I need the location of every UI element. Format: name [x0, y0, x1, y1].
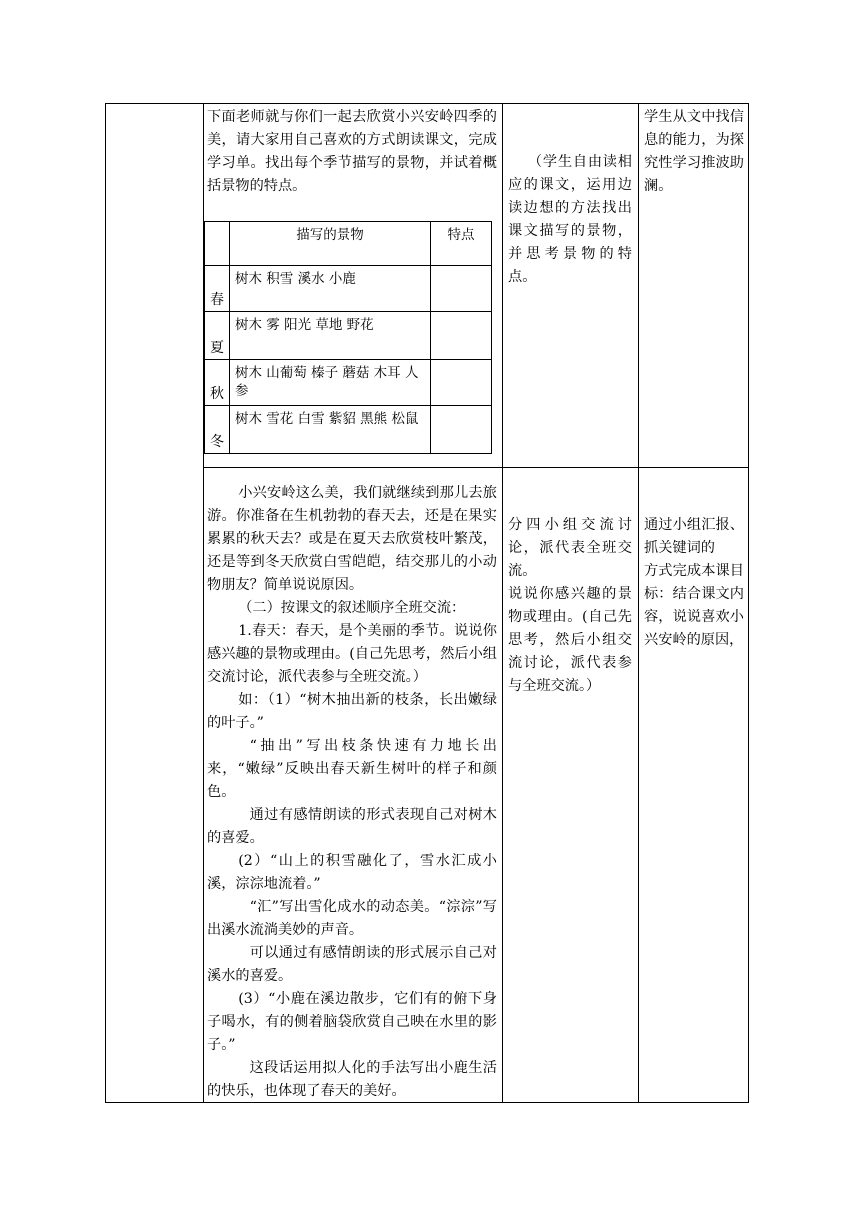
design-intent-2	[644, 514, 744, 652]
season-label: 春	[205, 266, 230, 312]
season-label: 夏	[205, 312, 230, 359]
paragraph: 1.春天：春天，是个美丽的季节。说说你感兴趣的景物或理由。(自己先思考，然后小组交流讨论，派代表参与全班交流。）	[207, 623, 497, 685]
season-label: 冬	[205, 405, 230, 453]
intro-text: 下面老师就与你们一起去欣赏小兴安岭四季的美，请大家用自己喜欢的方式朗读课文，完成学习单。找出每个季节描写的景物，并试着概括景物的特点。	[207, 109, 497, 194]
student-activity-text: （学生自由读相应的课文，运用边读边想的方法找出课文描写的景物，并思考景物的特点。	[508, 154, 632, 285]
student-activity-2	[508, 514, 632, 698]
scenery-cell: 树木 积雪 溪水 小鹿	[230, 266, 431, 312]
scenery-cell: 树木 雪花 白雪 紫貂 黑熊 松鼠	[230, 405, 431, 453]
paragraph: “抽出”写出枝条快速有力地长出来，“嫩绿”反映出春天新生树叶的样子和颜色。	[207, 738, 497, 800]
feature-cell	[431, 405, 492, 453]
scenery-cell: 树木 山葡萄 榛子 蘑菇 木耳 人参	[230, 359, 431, 405]
worksheet-row-summer	[205, 312, 492, 359]
header-blank	[205, 222, 230, 266]
student-activity-text: 说说你感兴趣的景物或理由。(自己先思考，然后小组交流讨论，派代表参与全班交流。）	[508, 586, 632, 694]
paragraph: (3）“小鹿在溪边散步，它们有的俯下身子喝水，有的侧着脑袋欣赏自己映在水里的影子。”	[207, 991, 497, 1053]
worksheet-header-row	[205, 222, 492, 266]
header-feature: 特点	[431, 222, 492, 266]
column-divider	[638, 104, 639, 1102]
teacher-main-text	[207, 482, 497, 1103]
row-divider	[203, 467, 748, 468]
lesson-table	[105, 103, 749, 1103]
feature-cell	[431, 266, 492, 312]
paragraph: (2）“山上的积雪融化了，雪水汇成小溪，淙淙地流着。”	[207, 853, 497, 892]
worksheet-row-autumn	[205, 359, 492, 405]
design-intent-text: 方式完成本课目标：结合课文内容，说说喜欢小兴安岭的原因，	[644, 563, 744, 648]
season-label: 秋	[205, 359, 230, 405]
paragraph: “汇”写出雪化成水的动态美。“淙淙”写出溪水流淌美妙的声音。	[207, 899, 497, 938]
worksheet-row-spring	[205, 266, 492, 312]
design-intent-text: 通过小组汇报、抓关键词的	[644, 517, 744, 556]
design-intent-text: 学生从文中找信息的能力，为探究性学习推波助澜。	[644, 109, 744, 194]
teacher-intro	[207, 106, 497, 198]
scenery-cell: 树木 雾 阳光 草地 野花	[230, 312, 431, 359]
column-divider	[502, 104, 503, 1102]
paragraph: 小兴安岭这么美，我们就继续到那儿去旅游。你准备在生机勃勃的春天去，还是在果实累累的秋天去？或是在夏天去欣赏枝叶繁茂，还是等到冬天欣赏白雪皑皑，结交那儿的小动物朋友？简单说说原因。	[207, 485, 497, 593]
paragraph: （二）按课文的叙述顺序全班交流：	[238, 600, 466, 616]
design-intent-1	[644, 106, 744, 198]
paragraph: 通过有感情朗读的形式表现自己对树木的喜爱。	[207, 807, 497, 846]
student-activity-1	[508, 151, 632, 289]
header-scenery: 描写的景物	[230, 222, 431, 266]
student-activity-text: 分四小组交流讨论，派代表全班交流。	[508, 517, 632, 579]
paragraph: 如：（1）“树木抽出新的枝条，长出嫩绿的叶子。”	[207, 692, 497, 731]
feature-cell	[431, 359, 492, 405]
feature-cell	[431, 312, 492, 359]
paragraph: 这段话运用拟人化的手法写出小鹿生活的快乐，也体现了春天的美好。	[207, 1060, 497, 1099]
paragraph: 可以通过有感情朗读的形式展示自己对溪水的喜爱。	[207, 945, 497, 984]
worksheet-row-winter	[205, 405, 492, 453]
scenery-worksheet-table	[204, 221, 492, 454]
